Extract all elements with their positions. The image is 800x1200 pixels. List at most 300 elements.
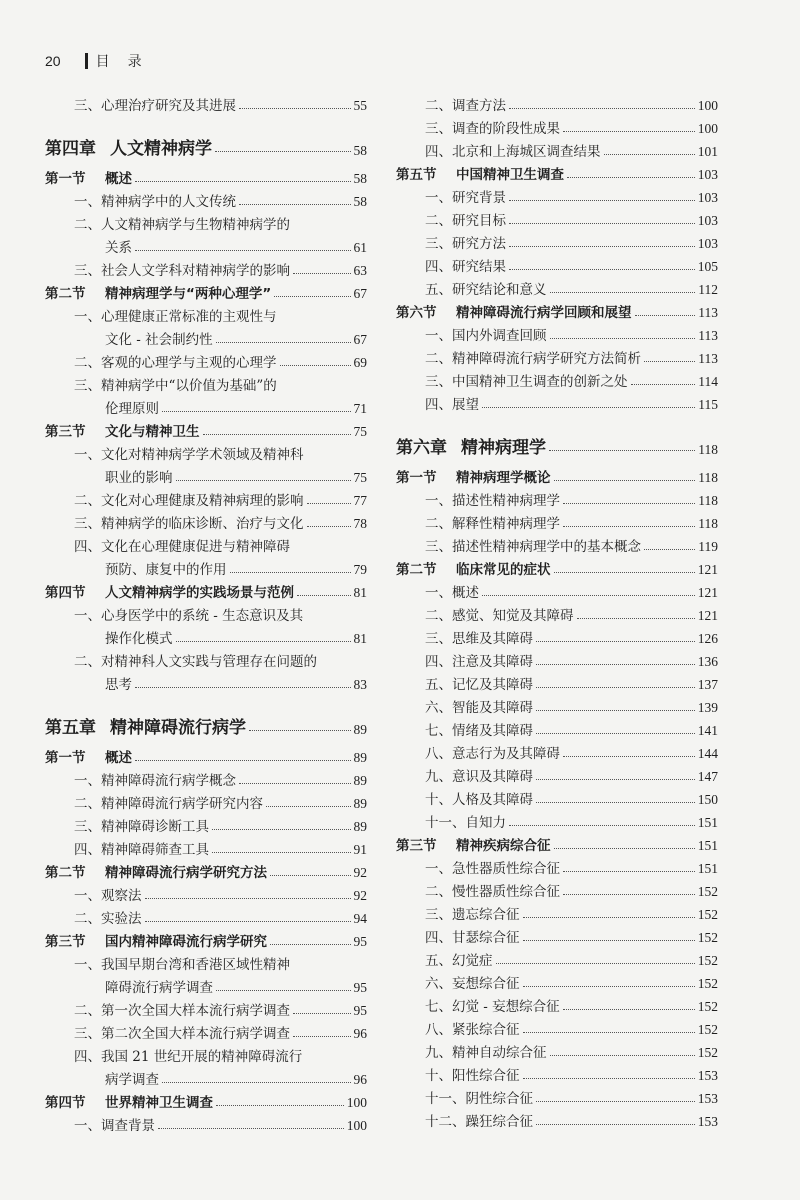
toc-entry-title: 一、国内外调查回顾 xyxy=(425,328,547,344)
toc-section-label xyxy=(45,1091,213,1111)
dot-leader xyxy=(536,802,695,803)
toc-entry[interactable] xyxy=(45,973,367,996)
toc-entry-label xyxy=(45,489,304,509)
toc-page-number: 119 xyxy=(698,539,718,554)
toc-entry-title: 八、紧张综合征 xyxy=(425,1022,520,1038)
toc-entry[interactable] xyxy=(396,877,718,900)
dot-leader xyxy=(135,181,351,182)
toc-entry-title: 五、幻觉症 xyxy=(425,953,493,969)
toc-entry[interactable] xyxy=(396,1107,718,1130)
toc-entry-label: 四、我国 21 世纪开展的精神障碍流行 xyxy=(74,1049,303,1065)
toc-entry[interactable] xyxy=(396,992,718,1015)
toc-entry[interactable] xyxy=(45,509,367,532)
toc-entry-title: 十、阳性综合征 xyxy=(425,1068,520,1084)
toc-page-number: 67 xyxy=(353,332,367,347)
toc-page-number: 152 xyxy=(697,884,718,899)
toc-entry-title: 三、精神病学的临床诊断、治疗与文化 xyxy=(74,516,304,532)
toc-section-title: 精神障碍流行病学回顾和展望 xyxy=(456,305,632,321)
toc-section[interactable] xyxy=(45,279,367,302)
toc-page-number: 89 xyxy=(353,750,367,765)
toc-page-number: 126 xyxy=(697,631,718,646)
toc-section-label xyxy=(396,301,632,321)
toc-entry[interactable] xyxy=(45,789,367,812)
toc-entry-label xyxy=(396,742,560,762)
toc-entry[interactable] xyxy=(396,275,718,298)
toc-entry[interactable] xyxy=(396,808,718,831)
toc-page-number: 151 xyxy=(697,861,718,876)
header-divider xyxy=(85,53,88,69)
toc-entry-title: 一、描述性精神病理学 xyxy=(425,493,560,509)
dot-leader xyxy=(563,526,695,527)
toc-entry-label xyxy=(396,232,506,252)
toc-entry-title: 障碍流行病学调查 xyxy=(105,980,213,996)
toc-entry[interactable] xyxy=(45,881,367,904)
toc-entry-label xyxy=(45,769,236,789)
toc-entry[interactable] xyxy=(396,509,718,532)
toc-page-number: 115 xyxy=(698,397,718,412)
toc-page-number: 153 xyxy=(697,1114,718,1129)
toc-entry-title: 二、第一次全国大样本流行病学调查 xyxy=(74,1003,290,1019)
toc-entry[interactable] xyxy=(45,624,367,647)
toc-entry-label xyxy=(396,972,520,992)
toc-entry-label xyxy=(396,719,533,739)
toc-entry-title: 一、概述 xyxy=(425,585,479,601)
toc-entry[interactable] xyxy=(45,904,367,927)
toc-page-number: 152 xyxy=(697,1045,718,1060)
toc-entry[interactable] xyxy=(396,183,718,206)
dot-leader xyxy=(270,875,351,876)
toc-section-label xyxy=(396,558,551,578)
toc-entry-title: 职业的影响 xyxy=(105,470,173,486)
dot-leader xyxy=(577,618,695,619)
toc-entry-title: 一、急性器质性综合征 xyxy=(425,861,560,877)
toc-section-label xyxy=(396,163,564,183)
dot-leader xyxy=(523,917,695,918)
dot-leader xyxy=(270,944,351,945)
toc-section[interactable] xyxy=(45,417,367,440)
toc-section-number: 第六节 xyxy=(396,305,437,321)
toc-entry-label xyxy=(396,696,533,716)
toc-section[interactable] xyxy=(396,555,718,578)
running-header xyxy=(45,50,160,72)
toc-entry-label xyxy=(396,673,533,693)
toc-page-number: 75 xyxy=(353,424,367,439)
dot-leader xyxy=(216,1105,344,1106)
toc-entry-line[interactable] xyxy=(45,1042,367,1065)
toc-entry[interactable] xyxy=(396,578,718,601)
toc-page-number: 151 xyxy=(697,838,718,853)
dot-leader xyxy=(523,1032,695,1033)
toc-entry-label xyxy=(396,186,506,206)
toc-page-number: 103 xyxy=(697,167,718,182)
toc-entry[interactable] xyxy=(396,229,718,252)
toc-entry-line[interactable] xyxy=(45,532,367,555)
dot-leader xyxy=(509,223,695,224)
toc-entry-title: 伦理原则 xyxy=(105,401,159,417)
toc-entry-label xyxy=(45,673,132,693)
header-title: 目录 xyxy=(95,54,160,70)
dot-leader xyxy=(212,829,351,830)
toc-section-number: 第三节 xyxy=(396,838,437,854)
toc-entry[interactable] xyxy=(396,624,718,647)
toc-entry-label xyxy=(45,838,209,858)
toc-entry-label xyxy=(45,815,209,835)
dot-leader xyxy=(162,1082,351,1083)
dot-leader xyxy=(554,480,696,481)
toc-entry[interactable] xyxy=(45,555,367,578)
toc-entry-label xyxy=(396,995,560,1015)
toc-page-number: 152 xyxy=(697,907,718,922)
toc-entry-label xyxy=(396,604,574,624)
dot-leader xyxy=(216,990,351,991)
toc-entry[interactable] xyxy=(45,766,367,789)
toc-entry-line[interactable] xyxy=(45,371,367,394)
toc-section-title: 文化与精神卫生 xyxy=(105,424,200,440)
toc-entry-title: 十、人格及其障碍 xyxy=(425,792,533,808)
toc-entry-label xyxy=(396,255,506,275)
toc-entry-title: 二、精神障碍流行病学研究内容 xyxy=(74,796,263,812)
toc-entry[interactable] xyxy=(396,1015,718,1038)
dot-leader xyxy=(563,871,695,872)
toc-entry[interactable] xyxy=(396,91,718,114)
toc-entry-title: 七、幻觉 - 妄想综合征 xyxy=(425,999,560,1015)
toc-entry[interactable] xyxy=(45,187,367,210)
dot-leader xyxy=(145,898,351,899)
toc-page-number: 150 xyxy=(697,792,718,807)
toc-entry-label xyxy=(45,558,227,578)
dot-leader xyxy=(176,641,351,642)
dot-leader xyxy=(293,1013,351,1014)
toc-page-number: 136 xyxy=(697,654,718,669)
toc-entry[interactable] xyxy=(45,486,367,509)
dot-leader xyxy=(509,825,695,826)
dot-leader xyxy=(509,108,695,109)
toc-entry[interactable] xyxy=(396,923,718,946)
toc-section-title: 概述 xyxy=(105,750,132,766)
dot-leader xyxy=(536,1124,695,1125)
toc-section-label xyxy=(45,930,267,950)
toc-entry-line[interactable] xyxy=(45,210,367,233)
toc-section[interactable] xyxy=(396,160,718,183)
toc-entry[interactable] xyxy=(396,969,718,992)
toc-entry-line[interactable] xyxy=(45,601,367,624)
toc-entry-title: 九、意识及其障碍 xyxy=(425,769,533,785)
toc-entry[interactable] xyxy=(396,390,718,413)
toc-entry-title: 一、精神病学中的人文传统 xyxy=(74,194,236,210)
toc-page-number: 95 xyxy=(353,1003,367,1018)
page-number: 20 xyxy=(45,53,61,69)
toc-page-number: 118 xyxy=(698,442,718,457)
toc-entry-title: 三、心理治疗研究及其进展 xyxy=(74,98,236,114)
toc-entry[interactable] xyxy=(396,716,718,739)
toc-entry-title: 三、第二次全国大样本流行病学调查 xyxy=(74,1026,290,1042)
dot-leader xyxy=(644,361,695,362)
toc-entry[interactable] xyxy=(45,1019,367,1042)
toc-page-number: 69 xyxy=(353,355,367,370)
toc-chapter[interactable] xyxy=(45,708,367,738)
toc-section[interactable] xyxy=(45,743,367,766)
dot-leader xyxy=(536,664,695,665)
toc-page-number: 121 xyxy=(697,608,718,623)
toc-entry-label xyxy=(45,466,173,486)
dot-leader xyxy=(536,733,695,734)
toc-entry-title: 五、研究结论和意义 xyxy=(425,282,547,298)
toc-section[interactable] xyxy=(396,831,718,854)
toc-entry-title: 二、慢性器质性综合征 xyxy=(425,884,560,900)
toc-page-number: 152 xyxy=(697,999,718,1014)
toc-entry-line[interactable] xyxy=(45,950,367,973)
toc-section[interactable] xyxy=(396,298,718,321)
toc-chapter-title: 精神病理学 xyxy=(461,438,546,458)
toc-entry-label xyxy=(45,397,159,417)
toc-entry-label: 三、精神病学中“以价值为基础”的 xyxy=(74,378,277,394)
toc-entry-label xyxy=(396,324,547,344)
toc-page-number: 91 xyxy=(353,842,367,857)
toc-column-left xyxy=(45,91,367,1134)
toc-entry-label xyxy=(396,650,533,670)
toc-entry-title: 四、注意及其障碍 xyxy=(425,654,533,670)
toc-entry-title: 九、精神自动综合征 xyxy=(425,1045,547,1061)
toc-page-number: 144 xyxy=(697,746,718,761)
toc-entry-title: 二、感觉、知觉及其障碍 xyxy=(425,608,574,624)
toc-entry-label xyxy=(396,1064,520,1084)
toc-entry-title: 一、观察法 xyxy=(74,888,142,904)
toc-column-right xyxy=(396,91,718,1130)
toc-entry-label xyxy=(45,1114,155,1134)
toc-entry[interactable] xyxy=(396,137,718,160)
toc-entry[interactable] xyxy=(396,601,718,624)
toc-entry[interactable] xyxy=(396,206,718,229)
toc-entry[interactable] xyxy=(396,900,718,923)
toc-section-label xyxy=(396,834,551,854)
toc-page-number: 79 xyxy=(353,562,367,577)
toc-entry[interactable] xyxy=(396,647,718,670)
toc-entry[interactable] xyxy=(396,762,718,785)
dot-leader xyxy=(203,434,351,435)
dot-leader xyxy=(239,108,351,109)
toc-page-number: 147 xyxy=(697,769,718,784)
toc-entry-label xyxy=(45,259,290,279)
toc-page-number: 89 xyxy=(353,819,367,834)
dot-leader xyxy=(550,338,696,339)
toc-entry-label xyxy=(396,512,560,532)
toc-section[interactable] xyxy=(45,1088,367,1111)
toc-page-number: 103 xyxy=(697,213,718,228)
toc-entry[interactable] xyxy=(45,835,367,858)
toc-entry[interactable] xyxy=(396,1084,718,1107)
toc-entry-label xyxy=(45,976,213,996)
toc-entry[interactable] xyxy=(45,812,367,835)
toc-entry-label xyxy=(45,512,304,532)
toc-page-number: 58 xyxy=(353,194,367,209)
dot-leader xyxy=(563,756,695,757)
dot-leader xyxy=(549,450,695,451)
toc-page-number: 100 xyxy=(346,1095,367,1110)
toc-entry-title: 一、调查背景 xyxy=(74,1118,155,1134)
toc-entry-label xyxy=(396,788,533,808)
dot-leader xyxy=(176,480,351,481)
toc-section-number: 第四节 xyxy=(45,585,86,601)
toc-entry[interactable] xyxy=(396,854,718,877)
toc-entry-label xyxy=(45,999,290,1019)
toc-page-number: 152 xyxy=(697,1022,718,1037)
toc-entry-label xyxy=(45,1022,290,1042)
dot-leader xyxy=(230,572,351,573)
toc-section-title: 精神疾病综合征 xyxy=(456,838,551,854)
toc-entry-title: 三、遗忘综合征 xyxy=(425,907,520,923)
toc-entry-label xyxy=(45,328,213,348)
dot-leader xyxy=(536,710,695,711)
toc-entry[interactable] xyxy=(396,785,718,808)
toc-page-number: 152 xyxy=(697,953,718,968)
toc-entry-label: 一、心理健康正常标准的主观性与 xyxy=(74,309,277,325)
toc-entry-title: 三、研究方法 xyxy=(425,236,506,252)
toc-entry-title: 二、调查方法 xyxy=(425,98,506,114)
toc-entry-label xyxy=(396,140,601,160)
toc-entry-label xyxy=(396,1087,533,1107)
dot-leader xyxy=(554,848,695,849)
toc-entry-title: 关系 xyxy=(105,240,132,256)
toc-entry[interactable] xyxy=(45,233,367,256)
toc-entry-label xyxy=(396,880,560,900)
toc-entry[interactable] xyxy=(45,1065,367,1088)
toc-section-title: 中国精神卫生调查 xyxy=(456,167,564,183)
toc-entry[interactable] xyxy=(396,1038,718,1061)
toc-section[interactable] xyxy=(45,578,367,601)
toc-entry-title: 三、社会人文学科对精神病学的影响 xyxy=(74,263,290,279)
toc-entry-title: 一、精神障碍流行病学概念 xyxy=(74,773,236,789)
toc-section-label xyxy=(45,581,294,601)
toc-entry[interactable] xyxy=(45,1111,367,1134)
toc-entry-label xyxy=(396,949,493,969)
dot-leader xyxy=(215,151,351,152)
toc-chapter-number: 第四章 xyxy=(45,139,96,159)
toc-entry[interactable] xyxy=(45,996,367,1019)
dot-leader xyxy=(644,549,695,550)
toc-page-number: 71 xyxy=(353,401,367,416)
toc-entry[interactable] xyxy=(396,367,718,390)
toc-page-number: 141 xyxy=(697,723,718,738)
toc-entry-title: 二、客观的心理学与主观的心理学 xyxy=(74,355,277,371)
toc-entry-title: 三、调查的阶段性成果 xyxy=(425,121,560,137)
dot-leader xyxy=(563,894,695,895)
toc-entry[interactable] xyxy=(396,693,718,716)
toc-section[interactable] xyxy=(45,164,367,187)
toc-page-number: 83 xyxy=(353,677,367,692)
toc-entry-label xyxy=(45,351,277,371)
toc-page-number: 153 xyxy=(697,1091,718,1106)
toc-entry[interactable] xyxy=(396,1061,718,1084)
toc-entry-title: 一、研究背景 xyxy=(425,190,506,206)
toc-entry-label xyxy=(396,347,641,367)
toc-entry-line[interactable] xyxy=(45,302,367,325)
toc-chapter-label xyxy=(45,134,212,159)
toc-entry[interactable] xyxy=(45,463,367,486)
toc-entry-title: 四、甘瑟综合征 xyxy=(425,930,520,946)
toc-chapter[interactable] xyxy=(396,428,718,458)
toc-chapter-number: 第五章 xyxy=(45,718,96,738)
toc-chapter-label xyxy=(396,433,546,458)
toc-section-title: 概述 xyxy=(105,171,132,187)
dot-leader xyxy=(550,1055,695,1056)
toc-entry[interactable] xyxy=(45,394,367,417)
dot-leader xyxy=(274,296,350,297)
toc-page-number: 121 xyxy=(697,585,718,600)
toc-entry-label xyxy=(396,535,641,555)
toc-page-number: 77 xyxy=(353,493,367,508)
toc-entry-title: 三、描述性精神病理学中的基本概念 xyxy=(425,539,641,555)
toc-entry[interactable] xyxy=(45,325,367,348)
toc-entry-label xyxy=(45,236,132,256)
toc-section-title: 世界精神卫生调查 xyxy=(105,1095,213,1111)
toc-page-number: 63 xyxy=(353,263,367,278)
toc-entry[interactable] xyxy=(396,486,718,509)
toc-entry[interactable] xyxy=(396,321,718,344)
toc-entry[interactable] xyxy=(396,670,718,693)
toc-entry[interactable] xyxy=(45,256,367,279)
dot-leader xyxy=(536,687,695,688)
toc-chapter[interactable] xyxy=(45,129,367,159)
toc-entry[interactable] xyxy=(396,114,718,137)
toc-entry-label xyxy=(396,1110,533,1130)
toc-entry[interactable] xyxy=(396,532,718,555)
toc-section-number: 第三节 xyxy=(45,424,86,440)
dot-leader xyxy=(297,595,351,596)
toc-entry[interactable] xyxy=(396,739,718,762)
toc-section-title: 临床常见的症状 xyxy=(456,562,551,578)
dot-leader xyxy=(307,526,351,527)
toc-entry-line[interactable] xyxy=(45,647,367,670)
toc-page-number: 75 xyxy=(353,470,367,485)
toc-entry-label xyxy=(396,209,506,229)
dot-leader xyxy=(239,204,351,205)
toc-entry-title: 三、思维及其障碍 xyxy=(425,631,533,647)
toc-entry-line[interactable] xyxy=(45,440,367,463)
toc-entry[interactable] xyxy=(45,348,367,371)
toc-section[interactable] xyxy=(45,858,367,881)
toc-section[interactable] xyxy=(45,927,367,950)
dot-leader xyxy=(554,572,695,573)
toc-entry-label: 二、人文精神病学与生物精神病学的 xyxy=(74,217,290,233)
dot-leader xyxy=(550,292,696,293)
toc-entry-label: 二、对精神科人文实践与管理存在问题的 xyxy=(74,654,317,670)
toc-entry[interactable] xyxy=(396,344,718,367)
toc-entry-title: 文化 - 社会制约性 xyxy=(105,332,213,348)
dot-leader xyxy=(563,131,695,132)
toc-page-number: 137 xyxy=(697,677,718,692)
toc-entry-title: 操作化模式 xyxy=(105,631,173,647)
toc-page-number: 151 xyxy=(697,815,718,830)
toc-entry[interactable] xyxy=(45,670,367,693)
toc-page-number: 101 xyxy=(697,144,718,159)
toc-chapter-title: 精神障碍流行病学 xyxy=(110,718,246,738)
dot-leader xyxy=(523,986,695,987)
dot-leader xyxy=(509,200,695,201)
toc-entry-label xyxy=(396,627,533,647)
toc-section-label xyxy=(45,420,200,440)
toc-entry[interactable] xyxy=(45,91,367,114)
dot-leader xyxy=(536,641,695,642)
toc-entry[interactable] xyxy=(396,252,718,275)
toc-entry[interactable] xyxy=(396,946,718,969)
toc-entry-title: 六、智能及其障碍 xyxy=(425,700,533,716)
toc-section[interactable] xyxy=(396,463,718,486)
toc-section-title: 精神病理学概论 xyxy=(456,470,551,486)
toc-entry-title: 三、中国精神卫生调查的创新之处 xyxy=(425,374,628,390)
dot-leader xyxy=(135,760,351,761)
dot-leader xyxy=(293,273,351,274)
toc-page-number: 89 xyxy=(353,722,367,737)
